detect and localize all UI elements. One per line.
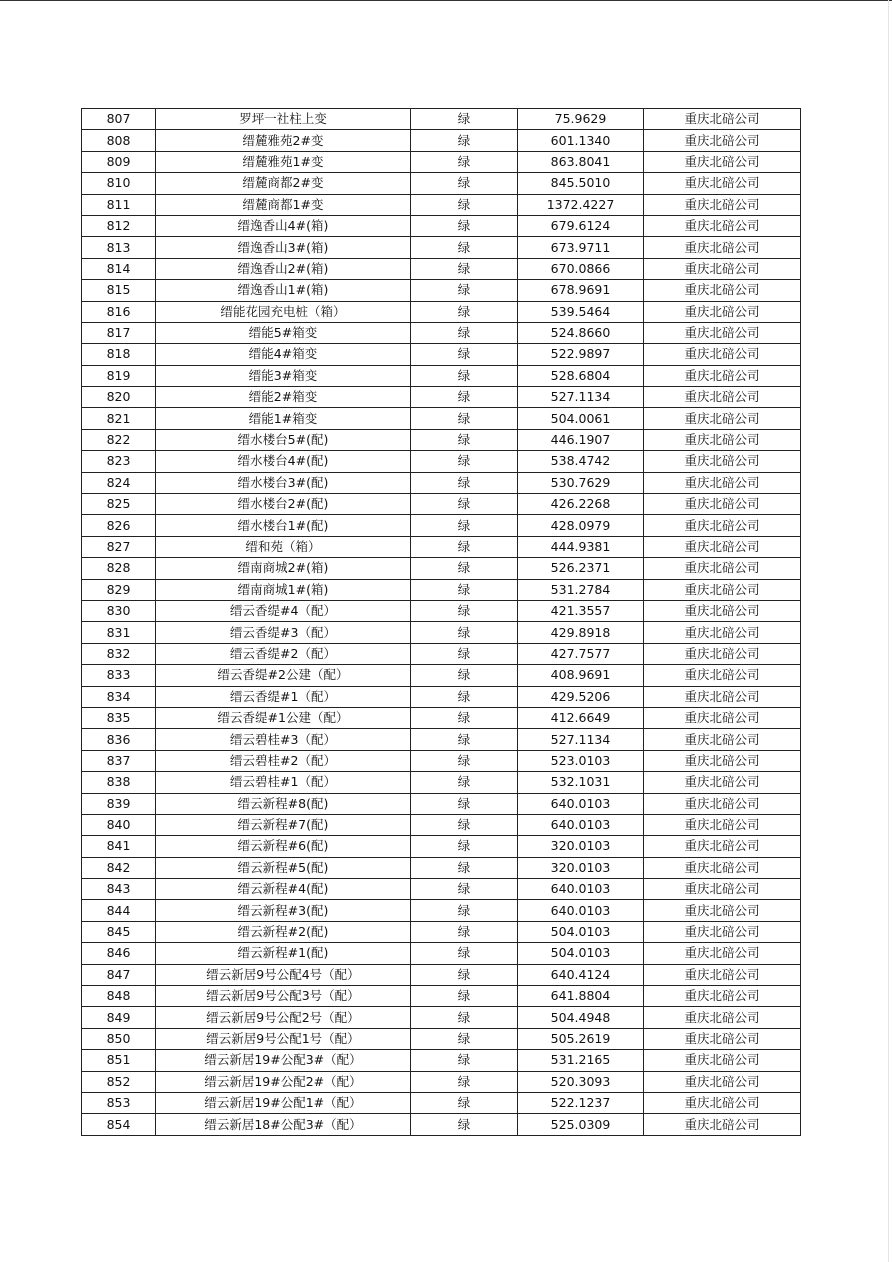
value-cell: 640.0103 [518,814,644,835]
table-row [82,600,801,621]
company-cell: 重庆北碚公司 [644,1092,801,1113]
value-cell: 531.2784 [518,579,644,600]
table-row [82,686,801,707]
status-color-cell: 绿 [411,665,518,686]
status-color-cell: 绿 [411,173,518,194]
station-name-cell: 缙云香缇#2（配） [156,643,411,664]
page-right-edge [888,0,889,1262]
company-cell: 重庆北碚公司 [644,1071,801,1092]
value-cell: 531.2165 [518,1050,644,1071]
station-name-cell: 缙云新居9号公配3号（配） [156,986,411,1007]
status-color-cell: 绿 [411,857,518,878]
company-cell: 重庆北碚公司 [644,900,801,921]
company-cell: 重庆北碚公司 [644,707,801,728]
value-cell: 421.3557 [518,600,644,621]
row-number-cell: 825 [82,494,156,515]
row-number-cell: 841 [82,836,156,857]
row-number-cell: 812 [82,215,156,236]
status-color-cell: 绿 [411,729,518,750]
row-number-cell: 807 [82,109,156,130]
status-color-cell: 绿 [411,900,518,921]
data-table [81,108,801,1136]
station-name-cell: 缙逸香山1#(箱) [156,280,411,301]
station-name-cell: 缙云新居19#公配3#（配） [156,1050,411,1071]
status-color-cell: 绿 [411,707,518,728]
row-number-cell: 830 [82,600,156,621]
value-cell: 524.8660 [518,322,644,343]
value-cell: 522.1237 [518,1092,644,1113]
company-cell: 重庆北碚公司 [644,1007,801,1028]
table-row [82,793,801,814]
station-name-cell: 缙云新程#4(配) [156,879,411,900]
table-row [82,772,801,793]
station-name-cell: 缙云碧桂#3（配） [156,729,411,750]
table-row [82,494,801,515]
company-cell: 重庆北碚公司 [644,857,801,878]
status-color-cell: 绿 [411,301,518,322]
row-number-cell: 848 [82,986,156,1007]
value-cell: 679.6124 [518,215,644,236]
value-cell: 427.7577 [518,643,644,664]
table-row [82,472,801,493]
value-cell: 527.1134 [518,387,644,408]
station-name-cell: 缙麓雅苑1#变 [156,151,411,172]
company-cell: 重庆北碚公司 [644,536,801,557]
table-row [82,130,801,151]
station-name-cell: 缙云新程#2(配) [156,921,411,942]
row-number-cell: 811 [82,194,156,215]
table-row [82,387,801,408]
company-cell: 重庆北碚公司 [644,109,801,130]
table-row [82,237,801,258]
row-number-cell: 823 [82,451,156,472]
table-row [82,322,801,343]
station-name-cell: 缙云新居9号公配4号（配） [156,964,411,985]
table-row [82,258,801,279]
table-row [82,536,801,557]
value-cell: 640.0103 [518,793,644,814]
value-cell: 504.0103 [518,943,644,964]
value-cell: 532.1031 [518,772,644,793]
station-name-cell: 缙能2#箱变 [156,387,411,408]
status-color-cell: 绿 [411,494,518,515]
row-number-cell: 838 [82,772,156,793]
station-name-cell: 缙云香缇#3（配） [156,622,411,643]
company-cell: 重庆北碚公司 [644,686,801,707]
value-cell: 539.5464 [518,301,644,322]
value-cell: 863.8041 [518,151,644,172]
value-cell: 504.0061 [518,408,644,429]
status-color-cell: 绿 [411,130,518,151]
status-color-cell: 绿 [411,472,518,493]
row-number-cell: 821 [82,408,156,429]
company-cell: 重庆北碚公司 [644,921,801,942]
row-number-cell: 846 [82,943,156,964]
station-name-cell: 缙能花园充电桩（箱） [156,301,411,322]
station-name-cell: 缙云新居9号公配2号（配） [156,1007,411,1028]
row-number-cell: 852 [82,1071,156,1092]
row-number-cell: 842 [82,857,156,878]
status-color-cell: 绿 [411,1007,518,1028]
company-cell: 重庆北碚公司 [644,558,801,579]
company-cell: 重庆北碚公司 [644,964,801,985]
status-color-cell: 绿 [411,622,518,643]
station-name-cell: 缙逸香山3#(箱) [156,237,411,258]
table-row [82,707,801,728]
station-name-cell: 缙能1#箱变 [156,408,411,429]
row-number-cell: 837 [82,750,156,771]
value-cell: 527.1134 [518,729,644,750]
station-name-cell: 缙云新程#3(配) [156,900,411,921]
company-cell: 重庆北碚公司 [644,1050,801,1071]
station-name-cell: 缙能3#箱变 [156,365,411,386]
row-number-cell: 847 [82,964,156,985]
row-number-cell: 817 [82,322,156,343]
company-cell: 重庆北碚公司 [644,1028,801,1049]
table-row [82,643,801,664]
table-row [82,1092,801,1113]
company-cell: 重庆北碚公司 [644,429,801,450]
status-color-cell: 绿 [411,237,518,258]
value-cell: 678.9691 [518,280,644,301]
row-number-cell: 822 [82,429,156,450]
status-color-cell: 绿 [411,194,518,215]
row-number-cell: 809 [82,151,156,172]
value-cell: 408.9691 [518,665,644,686]
value-cell: 446.1907 [518,429,644,450]
status-color-cell: 绿 [411,1071,518,1092]
table-row [82,750,801,771]
station-name-cell: 缙南商城1#(箱) [156,579,411,600]
station-name-cell: 缙云香缇#1公建（配） [156,707,411,728]
status-color-cell: 绿 [411,280,518,301]
company-cell: 重庆北碚公司 [644,750,801,771]
value-cell: 504.4948 [518,1007,644,1028]
value-cell: 641.8804 [518,986,644,1007]
status-color-cell: 绿 [411,750,518,771]
table-row [82,857,801,878]
table-row [82,109,801,130]
station-name-cell: 缙水楼台3#(配) [156,472,411,493]
value-cell: 505.2619 [518,1028,644,1049]
station-name-cell: 缙南商城2#(箱) [156,558,411,579]
company-cell: 重庆北碚公司 [644,258,801,279]
station-name-cell: 缙能5#箱变 [156,322,411,343]
company-cell: 重庆北碚公司 [644,643,801,664]
value-cell: 530.7629 [518,472,644,493]
company-cell: 重庆北碚公司 [644,494,801,515]
company-cell: 重庆北碚公司 [644,600,801,621]
value-cell: 1372.4227 [518,194,644,215]
value-cell: 75.9629 [518,109,644,130]
row-number-cell: 844 [82,900,156,921]
status-color-cell: 绿 [411,686,518,707]
station-name-cell: 缙云新程#6(配) [156,836,411,857]
station-name-cell: 缙云香缇#1（配） [156,686,411,707]
table-row [82,280,801,301]
table-row [82,1114,801,1135]
value-cell: 601.1340 [518,130,644,151]
table-row [82,301,801,322]
row-number-cell: 839 [82,793,156,814]
table-row [82,900,801,921]
status-color-cell: 绿 [411,986,518,1007]
row-number-cell: 810 [82,173,156,194]
table-row [82,622,801,643]
table-body [82,109,801,1136]
station-name-cell: 缙云新程#5(配) [156,857,411,878]
station-name-cell: 缙逸香山2#(箱) [156,258,411,279]
company-cell: 重庆北碚公司 [644,194,801,215]
row-number-cell: 840 [82,814,156,835]
company-cell: 重庆北碚公司 [644,943,801,964]
value-cell: 429.5206 [518,686,644,707]
station-name-cell: 缙水楼台2#(配) [156,494,411,515]
table-row [82,921,801,942]
company-cell: 重庆北碚公司 [644,622,801,643]
station-name-cell: 缙云碧桂#2（配） [156,750,411,771]
company-cell: 重庆北碚公司 [644,665,801,686]
status-color-cell: 绿 [411,109,518,130]
station-name-cell: 缙云新居19#公配1#（配） [156,1092,411,1113]
row-number-cell: 836 [82,729,156,750]
value-cell: 640.0103 [518,879,644,900]
table-row [82,814,801,835]
status-color-cell: 绿 [411,365,518,386]
table-row [82,1007,801,1028]
status-color-cell: 绿 [411,151,518,172]
value-cell: 640.0103 [518,900,644,921]
station-name-cell: 缙云新居18#公配3#（配） [156,1114,411,1135]
company-cell: 重庆北碚公司 [644,793,801,814]
status-color-cell: 绿 [411,579,518,600]
company-cell: 重庆北碚公司 [644,173,801,194]
status-color-cell: 绿 [411,643,518,664]
company-cell: 重庆北碚公司 [644,237,801,258]
table-row [82,215,801,236]
status-color-cell: 绿 [411,536,518,557]
company-cell: 重庆北碚公司 [644,986,801,1007]
value-cell: 523.0103 [518,750,644,771]
station-name-cell: 缙云新居19#公配2#（配） [156,1071,411,1092]
station-name-cell: 缙云新居9号公配1号（配） [156,1028,411,1049]
row-number-cell: 829 [82,579,156,600]
table-row [82,1071,801,1092]
company-cell: 重庆北碚公司 [644,772,801,793]
table-row [82,579,801,600]
table-row [82,964,801,985]
row-number-cell: 832 [82,643,156,664]
table-row [82,344,801,365]
row-number-cell: 826 [82,515,156,536]
status-color-cell: 绿 [411,943,518,964]
company-cell: 重庆北碚公司 [644,579,801,600]
status-color-cell: 绿 [411,836,518,857]
status-color-cell: 绿 [411,451,518,472]
row-number-cell: 824 [82,472,156,493]
value-cell: 320.0103 [518,836,644,857]
value-cell: 520.3093 [518,1071,644,1092]
value-cell: 320.0103 [518,857,644,878]
table-row [82,365,801,386]
status-color-cell: 绿 [411,600,518,621]
status-color-cell: 绿 [411,879,518,900]
company-cell: 重庆北碚公司 [644,322,801,343]
table-row [82,1028,801,1049]
row-number-cell: 818 [82,344,156,365]
row-number-cell: 853 [82,1092,156,1113]
row-number-cell: 854 [82,1114,156,1135]
value-cell: 522.9897 [518,344,644,365]
station-name-cell: 缙逸香山4#(箱) [156,215,411,236]
company-cell: 重庆北碚公司 [644,836,801,857]
table-row [82,1050,801,1071]
station-name-cell: 罗坪一社柱上变 [156,109,411,130]
company-cell: 重庆北碚公司 [644,729,801,750]
status-color-cell: 绿 [411,344,518,365]
table-row [82,408,801,429]
status-color-cell: 绿 [411,964,518,985]
company-cell: 重庆北碚公司 [644,879,801,900]
company-cell: 重庆北碚公司 [644,515,801,536]
value-cell: 426.2268 [518,494,644,515]
value-cell: 429.8918 [518,622,644,643]
row-number-cell: 808 [82,130,156,151]
station-name-cell: 缙云新程#7(配) [156,814,411,835]
company-cell: 重庆北碚公司 [644,365,801,386]
row-number-cell: 843 [82,879,156,900]
status-color-cell: 绿 [411,387,518,408]
row-number-cell: 820 [82,387,156,408]
table-row [82,943,801,964]
value-cell: 412.6649 [518,707,644,728]
value-cell: 504.0103 [518,921,644,942]
company-cell: 重庆北碚公司 [644,814,801,835]
row-number-cell: 835 [82,707,156,728]
value-cell: 444.9381 [518,536,644,557]
row-number-cell: 849 [82,1007,156,1028]
row-number-cell: 831 [82,622,156,643]
company-cell: 重庆北碚公司 [644,130,801,151]
status-color-cell: 绿 [411,1114,518,1135]
table-row [82,173,801,194]
row-number-cell: 819 [82,365,156,386]
company-cell: 重庆北碚公司 [644,387,801,408]
row-number-cell: 828 [82,558,156,579]
table-row [82,558,801,579]
value-cell: 528.6804 [518,365,644,386]
table-row [82,194,801,215]
company-cell: 重庆北碚公司 [644,344,801,365]
value-cell: 538.4742 [518,451,644,472]
company-cell: 重庆北碚公司 [644,1114,801,1135]
station-name-cell: 缙麓雅苑2#变 [156,130,411,151]
row-number-cell: 833 [82,665,156,686]
station-name-cell: 缙水楼台1#(配) [156,515,411,536]
station-name-cell: 缙和苑（箱） [156,536,411,557]
value-cell: 428.0979 [518,515,644,536]
company-cell: 重庆北碚公司 [644,408,801,429]
value-cell: 640.4124 [518,964,644,985]
row-number-cell: 827 [82,536,156,557]
status-color-cell: 绿 [411,814,518,835]
value-cell: 526.2371 [518,558,644,579]
station-name-cell: 缙麓商都1#变 [156,194,411,215]
company-cell: 重庆北碚公司 [644,451,801,472]
status-color-cell: 绿 [411,921,518,942]
row-number-cell: 834 [82,686,156,707]
row-number-cell: 815 [82,280,156,301]
station-name-cell: 缙能4#箱变 [156,344,411,365]
status-color-cell: 绿 [411,258,518,279]
value-cell: 670.0866 [518,258,644,279]
station-name-cell: 缙云香缇#4（配） [156,600,411,621]
row-number-cell: 850 [82,1028,156,1049]
row-number-cell: 851 [82,1050,156,1071]
row-number-cell: 814 [82,258,156,279]
value-cell: 673.9711 [518,237,644,258]
row-number-cell: 816 [82,301,156,322]
company-cell: 重庆北碚公司 [644,215,801,236]
table-row [82,429,801,450]
company-cell: 重庆北碚公司 [644,301,801,322]
status-color-cell: 绿 [411,215,518,236]
status-color-cell: 绿 [411,1028,518,1049]
status-color-cell: 绿 [411,1050,518,1071]
station-name-cell: 缙水楼台5#(配) [156,429,411,450]
table-row [82,836,801,857]
table-row [82,986,801,1007]
station-name-cell: 缙云碧桂#1（配） [156,772,411,793]
station-name-cell: 缙麓商都2#变 [156,173,411,194]
table-row [82,879,801,900]
status-color-cell: 绿 [411,793,518,814]
status-color-cell: 绿 [411,1092,518,1113]
value-cell: 525.0309 [518,1114,644,1135]
company-cell: 重庆北碚公司 [644,472,801,493]
value-cell: 845.5010 [518,173,644,194]
status-color-cell: 绿 [411,429,518,450]
table-row [82,515,801,536]
status-color-cell: 绿 [411,515,518,536]
table-row [82,729,801,750]
table-row [82,151,801,172]
page-top-border [0,0,892,1]
station-name-cell: 缙水楼台4#(配) [156,451,411,472]
status-color-cell: 绿 [411,772,518,793]
company-cell: 重庆北碚公司 [644,280,801,301]
table-row [82,665,801,686]
row-number-cell: 813 [82,237,156,258]
status-color-cell: 绿 [411,558,518,579]
row-number-cell: 845 [82,921,156,942]
station-name-cell: 缙云香缇#2公建（配） [156,665,411,686]
status-color-cell: 绿 [411,408,518,429]
status-color-cell: 绿 [411,322,518,343]
table-row [82,451,801,472]
station-name-cell: 缙云新程#8(配) [156,793,411,814]
company-cell: 重庆北碚公司 [644,151,801,172]
station-name-cell: 缙云新程#1(配) [156,943,411,964]
